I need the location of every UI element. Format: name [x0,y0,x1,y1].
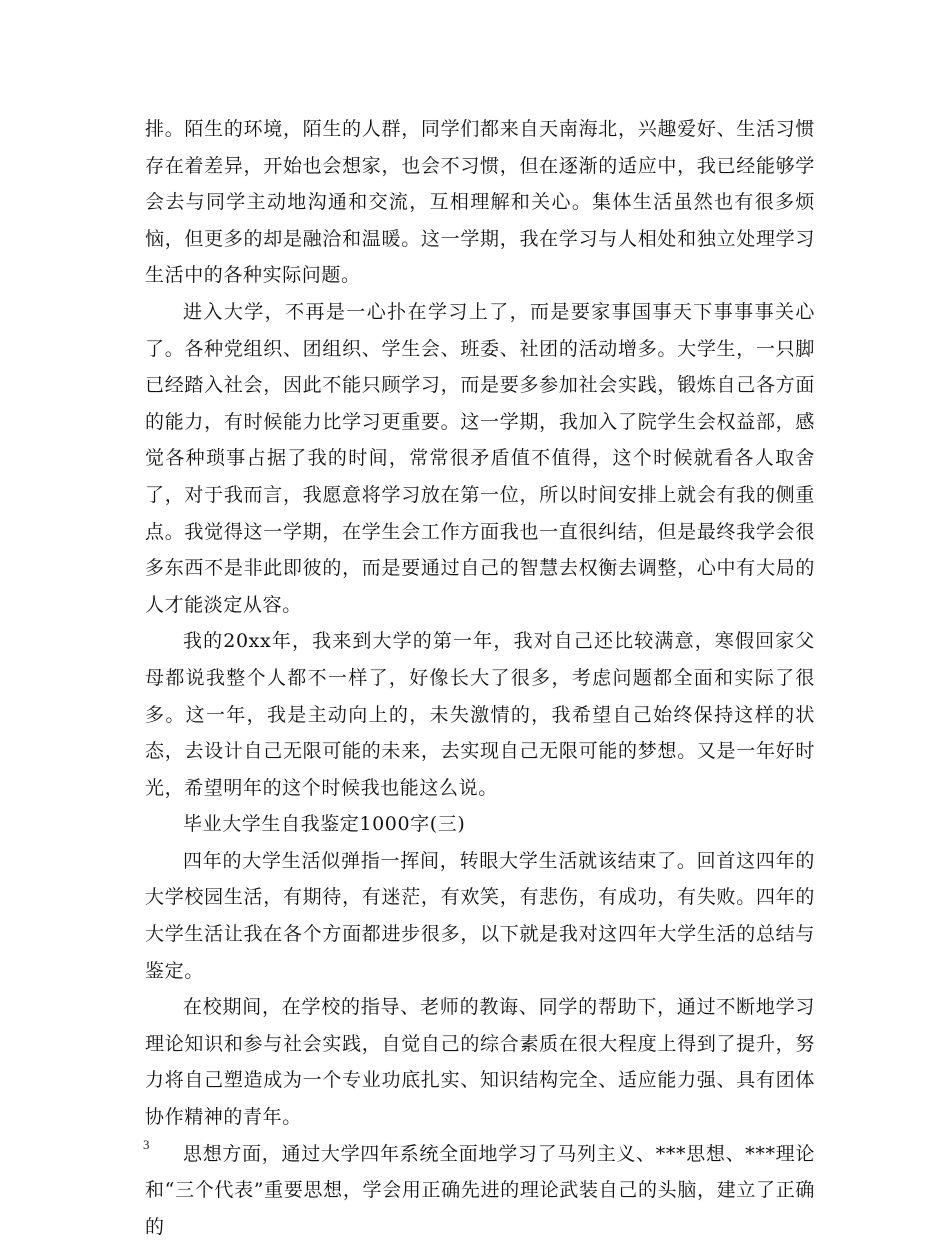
paragraph-5: 在校期间，在学校的指导、老师的教诲、同学的帮助下，通过不断地学习理论知识和参与社会实践，自觉自己的综合素质在很大程度上得到了提升，努力将自己塑造成为一个专业功底扎实、知识结构完全、适应能力强、具有团体协作精神的青年。 [145,996,815,1129]
section-heading: 毕业大学生自我鉴定1000字(三) [183,813,466,836]
document-body [145,111,815,1245]
paragraph-6: 思想方面，通过大学四年系统全面地学习了马列主义、***思想、***理论和“三个代表”重要思想，学会用正确先进的理论武装自己的头脑，建立了正确的 [145,1142,815,1238]
paragraph-1: 排。陌生的环境，陌生的人群，同学们都来自天南海北，兴趣爱好、生活习惯存在着差异，开始也会想家，也会不习惯，但在逐渐的适应中，我已经能够学会去与同学主动地沟通和交流，互相理解和关心。集体生活虽然也有很多烦恼，但更多的却是融洽和温暖。这一学期，我在学习与人相处和独立处理学习生活中的各种实际问题。 [145,118,815,287]
page-number: 3 [143,1137,150,1152]
paragraph-3: 我的20xx年，我来到大学的第一年，我对自己还比较满意，寒假回家父母都说我整个人都不一样了，好像长大了很多，考虑问题都全面和实际了很多。这一年，我是主动向上的，未失激情的，我希望自己始终保持这样的状态，去设计自己无限可能的未来，去实现自己无限可能的梦想。又是一年好时光，希望明年的这个时候我也能这么说。 [145,630,815,799]
paragraph-4: 四年的大学生活似弹指一挥间，转眼大学生活就该结束了。回首这四年的大学校园生活，有期待，有迷茫，有欢笑，有悲伤，有成功，有失败。四年的大学生活让我在各个方面都进步很多，以下就是我对这四年大学生活的总结与鉴定。 [145,849,815,982]
paragraph-2: 进入大学，不再是一心扑在学习上了，而是要家事国事天下事事事关心了。各种党组织、团组织、学生会、班委、社团的活动增多。大学生，一只脚已经踏入社会，因此不能只顾学习，而是要多参加社会实践，锻炼自己各方面的能力，有时候能力比学习更重要。这一学期，我加入了院学生会权益部，感觉各种琐事占据了我的时间，常常很矛盾值不值得，这个时候就看各人取舍了，对于我而言，我愿意将学习放在第一位，所以时间安排上就会有我的侧重点。我觉得这一学期，在学生会工作方面我也一直很纠结，但是最终我学会很多东西不是非此即彼的，而是要通过自己的智慧去权衡去调整，心中有大局的人才能淡定从容。 [145,300,815,616]
